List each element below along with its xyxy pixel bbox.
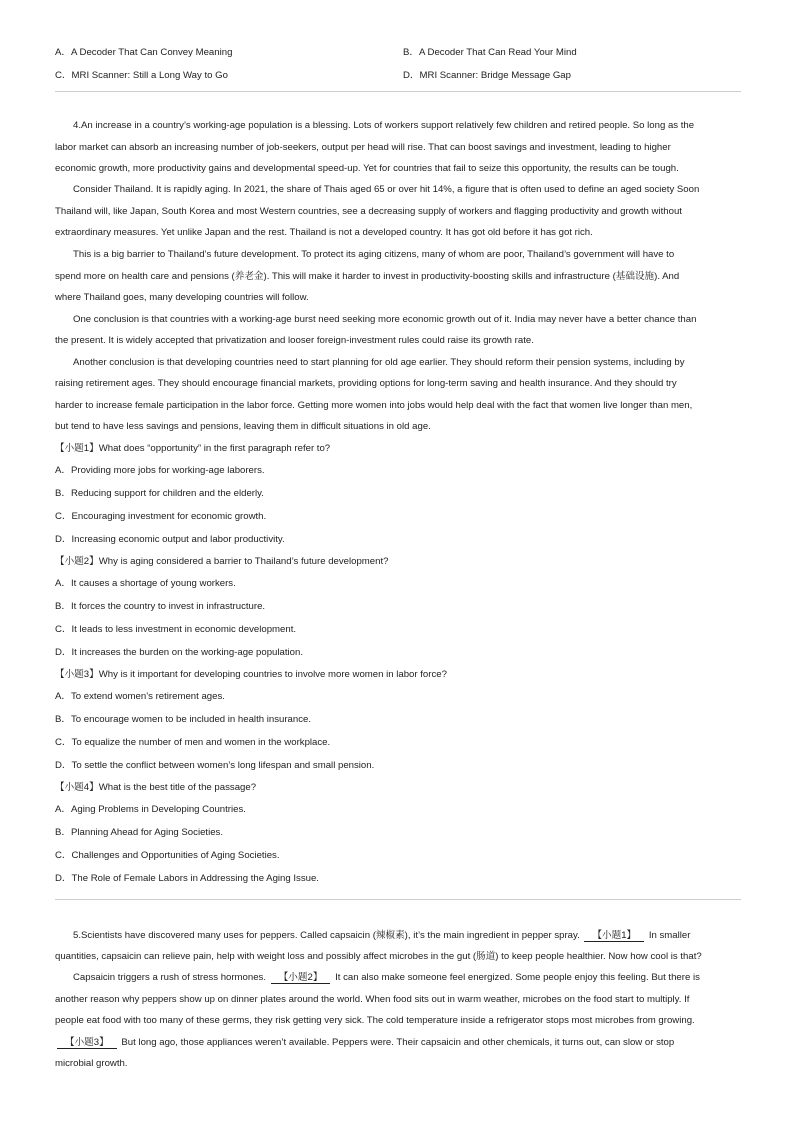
passage-line: This is a big barrier to Thailand’s future development. To protect its aging citizens, many of whom are poor, Thailand’s government will have to (73, 249, 675, 260)
blank-1[interactable]: 【小题1】 (584, 930, 644, 942)
question-stem: 【小题4】What is the best title of the passage? (55, 782, 257, 793)
passage-line: labor market can absorb an increasing number of job-seekers, output per head will rise. That can boost savings and investment, leading to higher (55, 142, 671, 153)
answer-option[interactable]: D．It increases the burden on the working-age population. (55, 647, 303, 658)
passage-text: In smaller (648, 930, 691, 941)
passage-line: another reason why peppers show up on dinner plates around the world. When food sits out in warm weather, microbes on the food start to multiply. If (55, 994, 690, 1005)
passage-line: Another conclusion is that developing countries need to start planning for old age earlier. They should reform their pension systems, including by (73, 357, 685, 368)
top-option-d[interactable]: D．MRI Scanner: Bridge Message Gap (403, 70, 571, 81)
answer-option[interactable]: A．To extend women’s retirement ages. (55, 691, 225, 702)
passage-line (55, 1036, 741, 1050)
blank-3[interactable]: 【小题3】 (57, 1037, 117, 1049)
answer-option[interactable]: C．Encouraging investment for economic growth. (55, 511, 267, 522)
answer-option[interactable]: D．Increasing economic output and labor productivity. (55, 534, 285, 545)
passage-line: raising retirement ages. They should encourage financial markets, providing options for long-term saving and health insurance. And they should try (55, 378, 677, 389)
passage-line: economic growth, more productivity gains and developmental speed-up. Yet for countries that fail to seize this opportunity, the results can be tough. (55, 163, 679, 174)
blank-2[interactable]: 【小题2】 (271, 972, 331, 984)
passage-line: spend more on health care and pensions (养老金). This will make it harder to invest in productivity-boosting skills and infrastructure (基础设施). And (55, 271, 680, 282)
passage-line: Thailand will, like Japan, South Korea and most Western countries, see a decreasing supply of workers and flagging productivity and growth without (55, 206, 682, 217)
passage-line: extraordinary measures. Yet unlike Japan and the rest. Thailand is not a developed country. It has got old before it has got rich. (55, 227, 593, 238)
divider (55, 91, 741, 92)
passage-line: people eat food with too many of these germs, they risk getting very sick. The cold temperature inside a refrigerator stops most microbes from growing. (55, 1015, 695, 1026)
passage-line: but tend to have less savings and pensions, leaving them in difficult situations in old age. (55, 421, 431, 432)
passage-line: 4.An increase in a country’s working-age population is a blessing. Lots of workers support relatively few children and retired people. So long as the (73, 120, 695, 131)
passage-line (55, 929, 759, 943)
passage-line: quantities, capsaicin can relieve pain, help with weight loss and possibly affect microbes in the gut (肠道) to keep people healthier. Now how cool is that? (55, 951, 702, 962)
passage-line: where Thailand goes, many developing countries will follow. (55, 292, 309, 303)
passage-line: Consider Thailand. It is rapidly aging. In 2021, the share of Thais aged 65 or over hit 14%, a figure that is often used to define an aged society Soon (73, 184, 700, 195)
passage-text: Capsaicin triggers a rush of stress hormones. (73, 972, 267, 983)
top-options-row-2 (55, 67, 741, 83)
question-stem: 【小题2】Why is aging considered a barrier to Thailand’s future development? (55, 556, 389, 567)
top-option-c[interactable]: C．MRI Scanner: Still a Long Way to Go (55, 70, 228, 81)
divider (55, 899, 741, 900)
top-options-row-1 (55, 44, 741, 60)
passage-line (55, 971, 759, 985)
passage-text: It can also make someone feel energized. Some people enjoy this feeling. But there is (335, 972, 700, 983)
passage-line: One conclusion is that countries with a working-age burst need seeking more economic growth out of it. India may never have a better chance than (73, 314, 697, 325)
top-option-a[interactable]: A．A Decoder That Can Convey Meaning (55, 47, 233, 58)
answer-option[interactable]: B．Reducing support for children and the elderly. (55, 488, 264, 499)
question-stem: 【小题3】Why is it important for developing countries to involve more women in labor force? (55, 669, 447, 680)
answer-option[interactable]: A．Aging Problems in Developing Countries. (55, 804, 246, 815)
answer-option[interactable]: A．Providing more jobs for working-age laborers. (55, 465, 265, 476)
answer-option[interactable]: C．It leads to less investment in economic development. (55, 624, 297, 635)
question-stem: 【小题1】What does “opportunity” in the first paragraph refer to? (55, 443, 331, 454)
passage-text: 5.Scientists have discovered many uses for peppers. Called capsaicin (辣椒素), it’s the main ingredient in pepper spray. (73, 930, 580, 941)
answer-option[interactable]: D．The Role of Female Labors in Addressing the Aging Issue. (55, 873, 319, 884)
answer-option[interactable]: C．Challenges and Opportunities of Aging Societies. (55, 850, 280, 861)
answer-option[interactable]: B．It forces the country to invest in infrastructure. (55, 601, 266, 612)
answer-option[interactable]: A．It causes a shortage of young workers. (55, 578, 236, 589)
passage-line: microbial growth. (55, 1058, 128, 1069)
passage-line: the present. It is widely accepted that privatization and looser foreign-investment rules could raise its growth rate. (55, 335, 534, 346)
answer-option[interactable]: D．To settle the conflict between women’s long lifespan and small pension. (55, 760, 375, 771)
passage-text: But long ago, those appliances weren’t available. Peppers were. Their capsaicin and other chemicals, it turns out, can slow or stop (121, 1037, 675, 1048)
answer-option[interactable]: C．To equalize the number of men and women in the workplace. (55, 737, 331, 748)
answer-option[interactable]: B．Planning Ahead for Aging Societies. (55, 827, 224, 838)
passage-line: harder to increase female participation in the labor force. Getting more women into jobs would help deal with the fact that women live longer than men, (55, 400, 693, 411)
top-option-b[interactable]: B．A Decoder That Can Read Your Mind (403, 47, 577, 58)
answer-option[interactable]: B．To encourage women to be included in health insurance. (55, 714, 311, 725)
